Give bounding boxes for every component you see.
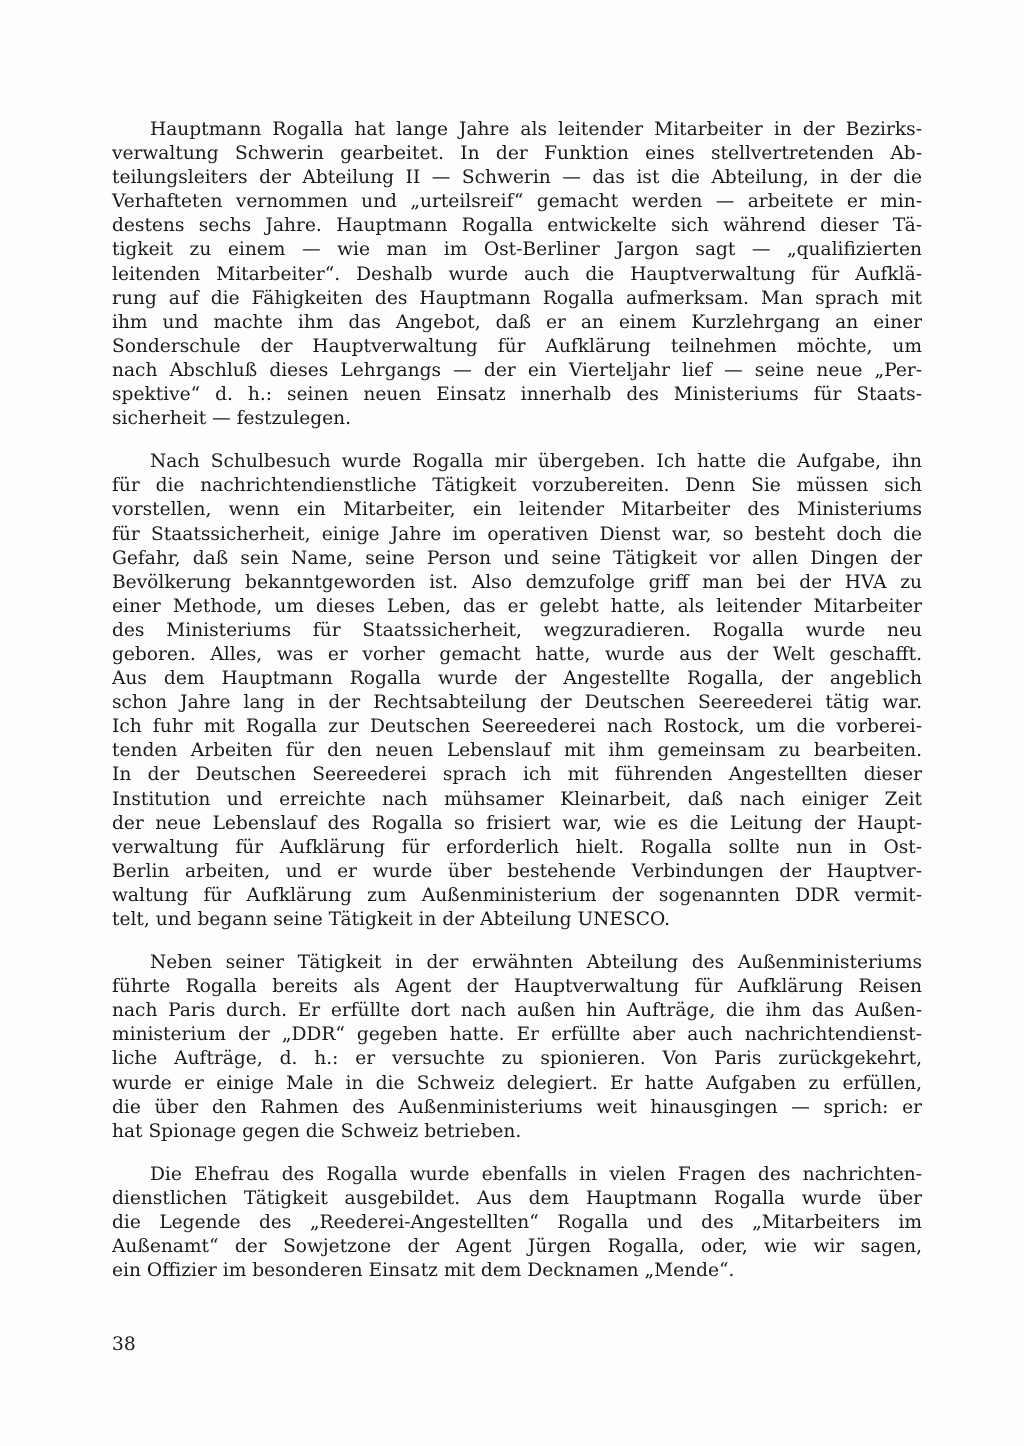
body-text [112,118,922,1302]
text-line: tigkeit zu einem — wie man im Ost-Berliner Jargon sagt — „qualifizierten [112,239,922,261]
text-line: Bevölkerung bekanntgeworden ist. Also demzufolge griff man bei der HVA zu [112,571,922,593]
text-line: für Staatssicherheit, einige Jahre im operativen Dienst war, so besteht doch die [112,523,922,545]
text-line: vorstellen, wenn ein Mitarbeiter, ein leitender Mitarbeiter des Ministeriums [112,499,922,521]
page-number: 38 [112,1334,136,1355]
text-line: telt, und begann seine Tätigkeit in der Abteilung UNESCO. [112,909,671,930]
text-line: Aus dem Hauptmann Rogalla wurde der Angestellte Rogalla, der angeblich [112,668,922,690]
text-line: teilungsleiters der Abteilung II — Schwerin — das ist die Abteilung, in der die [112,167,922,189]
text-line: Hauptmann Rogalla hat lange Jahre als leitender Mitarbeiter in der Bezirks- [150,119,922,140]
text-line: verwaltung Schwerin gearbeitet. In der Funktion eines stellvertretenden Ab- [112,143,922,165]
text-line: führte Rogalla bereits als Agent der Hauptverwaltung für Aufklärung Reisen [112,976,922,998]
text-line: die Legende des „Reederei-Angestellten“ Rogalla und des „Mitarbeiters im [112,1212,922,1234]
text-line: hat Spionage gegen die Schweiz betrieben. [112,1120,522,1142]
text-line: Berlin arbeiten, und er wurde über bestehende Verbindungen der Hauptver- [112,860,922,882]
text-line: Die Ehefrau des Rogalla wurde ebenfalls in vielen Fragen des nachrichten- [150,1163,922,1185]
text-line: Neben seiner Tätigkeit in der erwähnten Abteilung des Außenministeriums [150,952,922,974]
text-line: ihm und machte ihm das Angebot, daß er an einem Kurzlehrgang an einer [112,311,922,333]
text-line: Institution und erreichte nach mühsamer Kleinarbeit, daß nach einiger Zeit [112,788,922,810]
text-line: der neue Lebenslauf des Rogalla so frisiert war, wie es die Leitung der Haupt- [112,812,922,834]
text-line: des Ministeriums für Staatssicherheit, wegzuradieren. Rogalla wurde neu [112,619,922,641]
paragraph-1 [112,118,922,431]
text-line: ministerium der „DDR“ gegeben hatte. Er erfüllte aber auch nachrichtendienst- [112,1024,922,1046]
text-line: spektive“ d. h.: seinen neuen Einsatz innerhalb des Ministeriums für Staats- [112,384,922,406]
text-line: dienstlichen Tätigkeit ausgebildet. Aus dem Hauptmann Rogalla wurde über [112,1187,922,1209]
text-line: geboren. Alles, was er vorher gemacht hatte, wurde aus der Welt geschafft. [112,643,922,665]
text-line: sicherheit — festzulegen. [112,408,351,430]
text-line: Sonderschule der Hauptverwaltung für Aufklärung teilnehmen möchte, um [112,335,922,357]
text-line: leitenden Mitarbeiter“. Deshalb wurde auch die Hauptverwaltung für Aufklä- [112,263,922,285]
text-line: nach Paris durch. Er erfüllte dort nach außen hin Aufträge, die ihm das Außen- [112,1000,922,1022]
text-line: liche Aufträge, d. h.: er versuchte zu spionieren. Von Paris zurückgekehrt, [112,1048,922,1070]
text-line: ein Offizier im besonderen Einsatz mit dem Decknamen „Mende“. [112,1260,735,1282]
text-line: In der Deutschen Seereederei sprach ich mit führenden Angestellten dieser [112,764,922,786]
paragraph-2 [112,450,922,932]
text-line: Außenamt“ der Sowjetzone der Agent Jürgen Rogalla, oder, wie wir sagen, [112,1236,922,1258]
text-line: schon Jahre lang in der Rechtsabteilung der Deutschen Seereederei tätig war. [112,692,922,714]
text-line: tenden Arbeiten für den neuen Lebenslauf mit ihm gemeinsam zu bearbeiten. [112,740,922,762]
text-line: waltung für Aufklärung zum Außenministerium der sogenannten DDR vermit- [112,884,922,906]
text-line: wurde er einige Male in die Schweiz delegiert. Er hatte Aufgaben zu erfüllen, [112,1072,922,1094]
text-line: destens sechs Jahre. Hauptmann Rogalla entwickelte sich während dieser Tä- [112,215,922,237]
paragraph-3 [112,951,922,1144]
text-line: einer Methode, um dieses Leben, das er gelebt hatte, als leitender Mitarbeiter [112,595,922,617]
text-line: für die nachrichtendienstliche Tätigkeit vorzubereiten. Denn Sie müssen sich [112,475,922,497]
text-line: Ich fuhr mit Rogalla zur Deutschen Seereederei nach Rostock, um die vorberei- [112,716,922,738]
text-line: Verhafteten vernommen und „urteilsreif“ gemacht werden — arbeitete er min- [112,191,922,213]
text-line: nach Abschluß dieses Lehrgangs — der ein Vierteljahr lief — seine neue „Per- [112,359,922,381]
text-line: Nach Schulbesuch wurde Rogalla mir übergeben. Ich hatte die Aufgabe, ihn [150,451,922,473]
text-line: verwaltung für Aufklärung für erforderlich hielt. Rogalla sollte nun in Ost- [112,836,922,858]
text-line: rung auf die Fähigkeiten des Hauptmann Rogalla aufmerksam. Man sprach mit [112,287,922,309]
text-line: Gefahr, daß sein Name, seine Person und seine Tätigkeit vor allen Dingen der [112,547,922,569]
paragraph-4 [112,1163,922,1283]
text-line: die über den Rahmen des Außenministeriums weit hinausgingen — sprich: er [112,1096,922,1118]
